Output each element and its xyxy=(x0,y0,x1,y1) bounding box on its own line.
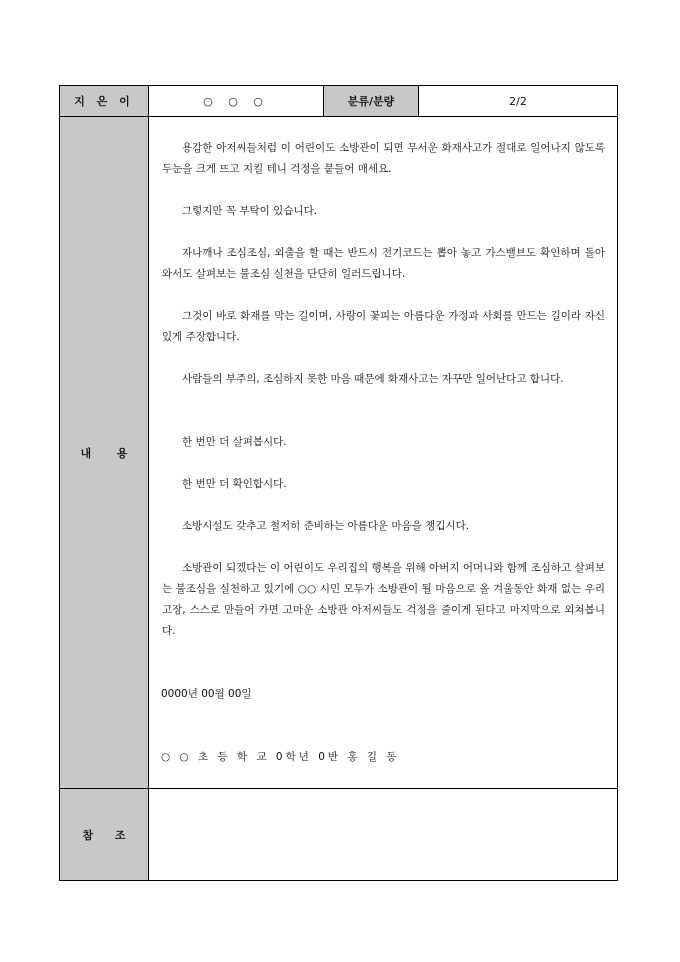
paragraph-9: 소방관이 되겠다는 이 어린이도 우리집의 행복을 위해 아버지 어머니와 함께 조심하고 살펴보는 불조심을 실천하고 있기에 ○○ 시민 모두가 소방관이 될 마음으로 올 겨울동안 화재 없는 우리 고장, 스스로 만들어 가면 고마운 소방관 아저씨들도 걱정을 줄이게 된다고 마지막으로 외쳐봅니다. xyxy=(162,562,605,637)
writing-form xyxy=(59,85,618,881)
classification-value: 2/2 xyxy=(509,94,527,108)
paragraph-1: 용감한 아저씨들처럼 이 어린이도 소방관이 되면 무서운 화재사고가 절대로 일어나지 않도록 두눈을 크게 뜨고 지킬 테니 걱정을 붙들어 매세요. xyxy=(162,142,605,175)
signature-line: ○ ○ 초 등 학 교 0학년 0반 홍 길 동 xyxy=(161,751,400,763)
date-line: 0000년 00월 00일 xyxy=(161,688,252,700)
header-row xyxy=(60,86,617,117)
reference-body xyxy=(149,789,617,880)
paragraph-3: 자나깨나 조심조심, 외출을 할 때는 반드시 전기코드는 뽑아 놓고 가스밸브도 확인하며 돌아와서도 살펴보는 불조심 실천을 단단히 일러드립니다. xyxy=(162,247,605,280)
reference-label: 참 조 xyxy=(60,789,149,880)
paragraph-5: 사람들의 부주의, 조심하지 못한 마음 때문에 화재사고는 자꾸만 일어난다고 합니다. xyxy=(182,373,564,385)
paragraph-4: 그것이 바로 화재를 막는 길이며, 사랑이 꽃피는 아름다운 가정과 사회를 만드는 길이라 자신 있게 주장합니다. xyxy=(162,310,605,343)
paragraph-2: 그렇지만 꼭 부탁이 있습니다. xyxy=(182,205,318,217)
content-row xyxy=(60,117,617,789)
author-label: 지 은 이 xyxy=(60,86,149,116)
paragraph-7: 한 번만 더 확인합시다. xyxy=(182,478,287,490)
reference-row xyxy=(60,789,617,880)
content-body xyxy=(149,117,617,788)
paragraph-6: 한 번만 더 살펴봅시다. xyxy=(182,436,287,448)
paragraph-8: 소방시설도 갖추고 철저히 준비하는 아름다운 마음을 챙깁시다. xyxy=(182,520,470,532)
author-value: ○ ○ ○ xyxy=(149,86,324,116)
classification-label: 분류/분량 xyxy=(324,86,419,116)
content-label: 내 용 xyxy=(60,117,149,788)
